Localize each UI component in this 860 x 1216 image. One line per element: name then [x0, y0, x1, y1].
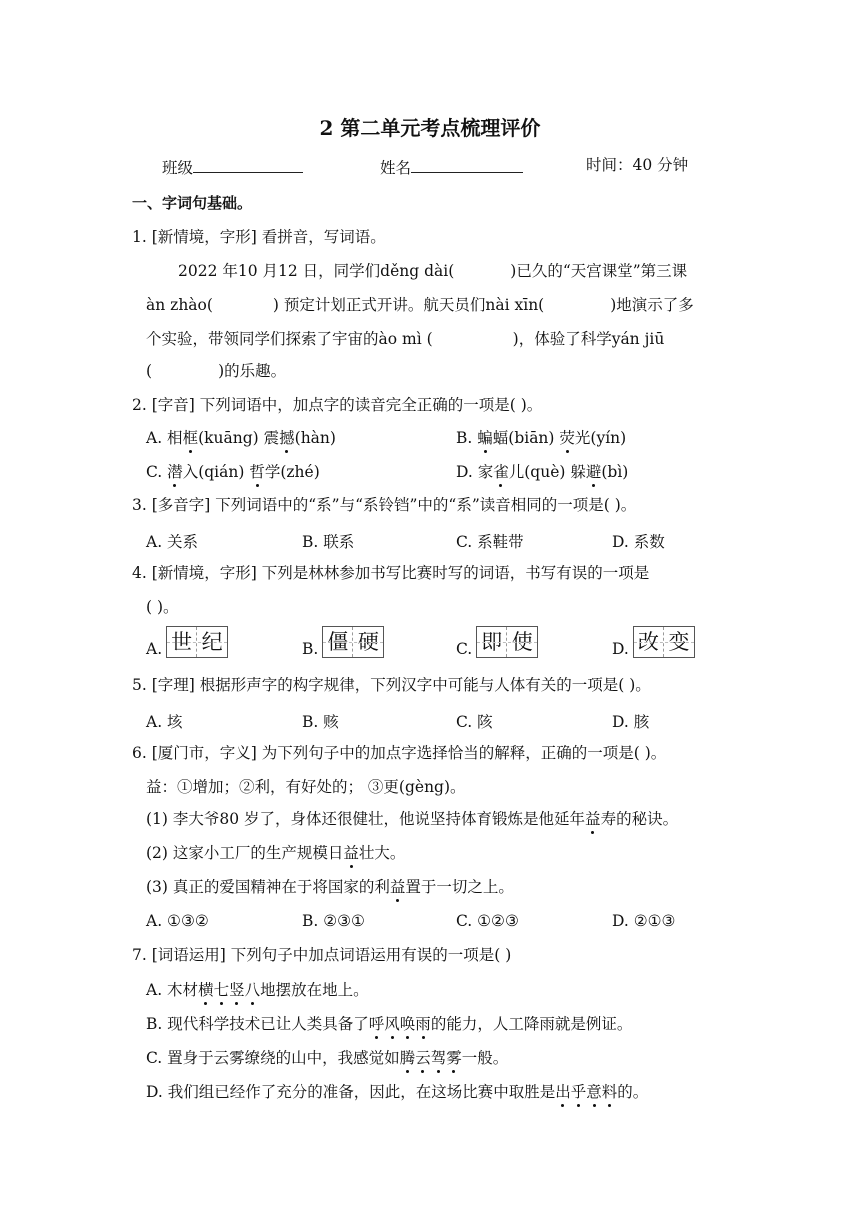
dotted-char: 荧	[559, 426, 575, 448]
class-label: 班级	[162, 159, 194, 177]
q1-text: ) 预定计划正式开讲。航天员们nài xīn(	[272, 296, 545, 314]
sentence-text: 寿的秘诀。	[600, 810, 679, 828]
option-text: C.	[146, 463, 168, 481]
q2-option-b[interactable]	[456, 426, 626, 448]
grid-char: 改	[634, 627, 664, 657]
dotted-phrase	[369, 1015, 431, 1033]
option-label: D.	[612, 640, 629, 658]
handwriting-grid	[322, 626, 384, 658]
grid-char: 变	[668, 630, 690, 654]
q7-stem: 7. [词语运用] 下列句子中加点词语运用有误的一项是( )	[132, 946, 512, 964]
option-text: (hàn)	[294, 429, 336, 447]
q5-option-c[interactable]: C. 陔	[456, 713, 493, 731]
q1-line3	[146, 330, 664, 349]
dotted-char: 益	[389, 878, 406, 896]
grid-char: 硬	[357, 630, 379, 654]
q2-stem: 2. [字音] 下列词语中，加点字的读音完全正确的一项是( )。	[132, 396, 543, 414]
q1-text: àn zhào(	[146, 296, 213, 314]
q5-option-b[interactable]: B. 赅	[302, 713, 339, 731]
handwriting-grid	[633, 626, 695, 658]
q4-option-a[interactable]	[146, 626, 228, 658]
time-label: 时间：40 分钟	[586, 156, 689, 174]
dotted-char: 七	[214, 978, 230, 1000]
dotted-phrase	[400, 1049, 462, 1067]
name-label: 姓名	[380, 159, 412, 177]
dotted-char: 框	[183, 426, 199, 448]
q7-option-c[interactable]	[146, 1046, 508, 1068]
q4-stem: 4. [新情境，字形] 下列是林林参加书写比赛时写的词语，书写有误的一项是	[132, 564, 650, 582]
q2-option-d[interactable]	[456, 460, 628, 482]
option-text: D. 我们组已经作了充分的准备，因此，在这场比赛中取胜是	[146, 1083, 556, 1101]
handwriting-grid	[166, 626, 228, 658]
dotted-char: 潜	[167, 460, 183, 482]
option-label: C.	[456, 640, 473, 658]
dotted-char: 云	[415, 1046, 431, 1068]
grid-char: 使	[511, 630, 533, 654]
option-text: C. 置身于云雾缭绕的山中，我感觉如	[146, 1049, 400, 1067]
q6-sentence-1	[146, 810, 678, 829]
q6-sentence-2	[146, 844, 405, 863]
q6-stem: 6. [厦门市，字义] 为下列句子中的加点字选择恰当的解释，正确的一项是( )。	[132, 744, 667, 762]
q5-option-d[interactable]: D. 胲	[612, 713, 650, 731]
dotted-char: 八	[245, 978, 261, 1000]
q1-line2	[146, 296, 694, 315]
dotted-char: 竖	[229, 978, 245, 1000]
q1-line4	[146, 362, 286, 381]
q6-option-d[interactable]: D. ②①③	[612, 912, 676, 930]
sentence-text: 壮大。	[358, 844, 406, 862]
dotted-char: 益	[343, 844, 359, 862]
option-text: 一般。	[461, 1049, 509, 1067]
q1-line1	[178, 262, 687, 281]
dotted-char: 出	[555, 1080, 571, 1102]
dotted-char: 风	[384, 1012, 400, 1034]
q4-option-d[interactable]	[612, 626, 695, 658]
sentence-text: (1) 李大爷80 岁了，身体还很健壮，他说坚持体育锻炼是他延年	[146, 810, 586, 828]
option-text: 入(qián)	[182, 463, 250, 481]
class-blank[interactable]	[193, 156, 303, 173]
option-text: 学(zhé)	[264, 463, 320, 481]
q1-stem: 1. [新情境，字形] 看拼音，写词语。	[132, 228, 386, 246]
dotted-char: 乎	[571, 1080, 587, 1102]
q3-stem: 3. [多音字] 下列词语中的“系”与“系铃铛”中的“系”读音相同的一项是( )。	[132, 496, 637, 514]
q7-option-a[interactable]	[146, 978, 369, 1000]
q3-option-b[interactable]: B. 联系	[302, 533, 355, 551]
page-title: 2 第二单元考点梳理评价	[319, 116, 541, 140]
option-label: B.	[302, 640, 319, 658]
option-text: A. 相	[146, 429, 183, 447]
section-heading: 一、字词句基础。	[132, 194, 253, 212]
q6-option-a[interactable]: A. ①③②	[146, 912, 209, 930]
dotted-char: 横	[198, 978, 214, 1000]
option-text: 的能力，人工降雨就是例证。	[430, 1015, 633, 1033]
q4-option-b[interactable]	[302, 626, 384, 658]
dotted-phrase	[555, 1083, 617, 1101]
q6-option-c[interactable]: C. ①②③	[456, 912, 519, 930]
class-field	[162, 156, 303, 178]
q6-sentence-3	[146, 878, 514, 897]
option-text: 光(yín)	[574, 429, 627, 447]
option-text: 地摆放在地上。	[260, 981, 369, 999]
q3-option-d[interactable]: D. 系数	[612, 533, 665, 551]
q5-stem: 5. [字理] 根据形声字的构字规律，下列汉字中可能与人体有关的一项是( )。	[132, 676, 651, 694]
option-text: 蝠(biān)	[492, 429, 560, 447]
dotted-char: 唤	[400, 1012, 416, 1034]
option-label: A.	[146, 640, 163, 658]
q3-option-c[interactable]: C. 系鞋带	[456, 533, 524, 551]
handwriting-grid	[476, 626, 538, 658]
sentence-text: 置于一切之上。	[405, 878, 514, 896]
option-text: B.	[456, 429, 478, 447]
option-text: 的。	[617, 1083, 649, 1101]
dotted-char: 雀	[493, 460, 509, 482]
q4-option-c[interactable]	[456, 626, 538, 658]
dotted-char: 驾	[431, 1046, 447, 1068]
grid-char: 即	[477, 627, 507, 657]
grid-char: 纪	[201, 630, 223, 654]
q4-stem-paren: ( )。	[146, 598, 179, 616]
q1-text: (	[146, 362, 153, 380]
dotted-char: 益	[585, 810, 601, 828]
sentence-text: (2) 这家小工厂的生产规模日	[146, 844, 344, 862]
q6-definitions: 益：①增加；②利，有好处的； ③更(gèng)。	[146, 778, 466, 796]
dotted-char: 雾	[446, 1046, 462, 1068]
dotted-phrase	[198, 981, 260, 999]
name-field	[380, 156, 523, 178]
q1-text: )已久的“天宫课堂”第三课	[510, 262, 688, 280]
q6-option-b[interactable]: B. ②③①	[302, 912, 365, 930]
q7-option-d[interactable]	[146, 1080, 648, 1102]
q7-option-b[interactable]	[146, 1012, 632, 1034]
sentence-text: (3) 真正的爱国精神在于将国家的利	[146, 878, 390, 896]
q1-text: 2022 年10 月12 日，同学们děng dài(	[178, 262, 455, 280]
option-text: (bì)	[601, 463, 629, 481]
name-blank[interactable]	[411, 156, 523, 173]
dotted-char: 蝙	[477, 426, 493, 448]
option-text: B. 现代科学技术已让人类具备了	[146, 1015, 369, 1033]
option-text: 儿(què) 躲	[508, 463, 586, 481]
dotted-char: 哲	[249, 460, 265, 482]
dotted-char: 呼	[369, 1012, 385, 1034]
q5-option-a[interactable]: A. 垓	[146, 713, 183, 731]
q1-text: )的乐趣。	[218, 362, 287, 380]
option-text: A. 木材	[146, 981, 199, 999]
dotted-char: 腾	[400, 1046, 416, 1068]
q1-text: 个实验，带领同学们探索了宇宙的ào mì (	[146, 330, 433, 348]
dotted-char: 料	[602, 1080, 618, 1102]
option-text: D. 家	[456, 463, 494, 481]
q3-option-a[interactable]: A. 关系	[146, 533, 199, 551]
grid-char: 僵	[323, 627, 353, 657]
q1-text: )地演示了多	[610, 296, 694, 314]
q2-option-c[interactable]	[146, 460, 320, 482]
dotted-char: 意	[586, 1080, 602, 1102]
q1-text: )，体验了科学yán jiū	[512, 330, 665, 348]
q2-option-a[interactable]	[146, 426, 336, 448]
dotted-char: 避	[586, 460, 602, 482]
option-text: (kuāng) 震	[198, 429, 280, 447]
dotted-char: 雨	[415, 1012, 431, 1034]
dotted-char: 撼	[279, 426, 295, 448]
grid-char: 世	[167, 627, 197, 657]
